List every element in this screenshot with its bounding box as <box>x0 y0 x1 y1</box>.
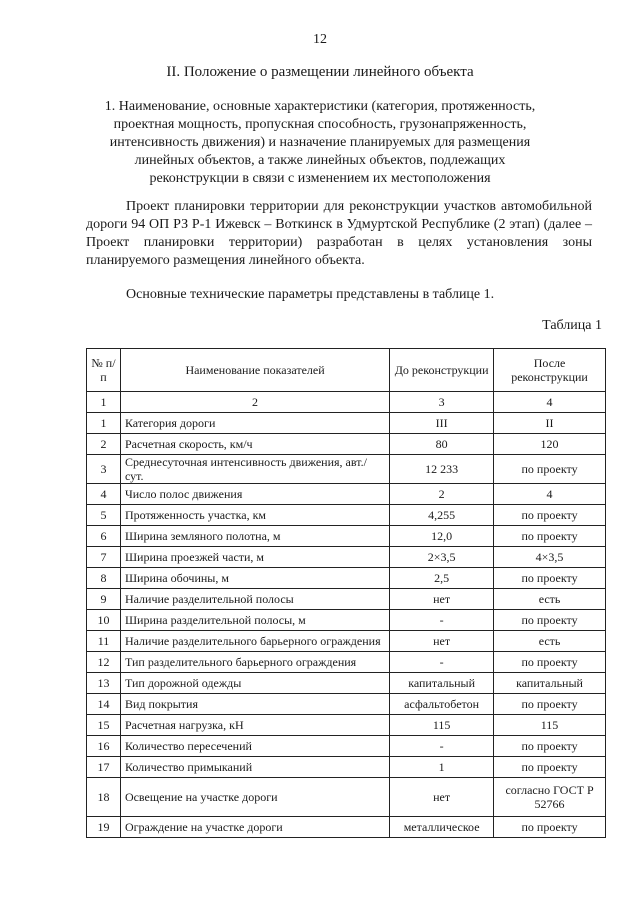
body-paragraph-1: Проект планировки территории для реконструкции участков автомобильной дороги 94 ОП РЗ Р-1 Ижевск – Воткинск в Удмуртской Республике (2 этап) (далее – Проект планировки территории) разработан в целях установления зоны планируемого размещения линейного объекта. <box>86 199 592 268</box>
table-row <box>87 778 606 817</box>
before-value-cell: 12 233 <box>390 455 494 484</box>
table-row <box>87 526 606 547</box>
before-value-cell: 1 <box>390 757 494 778</box>
row-number-cell: 3 <box>87 455 121 484</box>
row-number-cell: 9 <box>87 589 121 610</box>
header-before: До реконструкции <box>390 349 494 392</box>
indicator-name-cell: Вид покрытия <box>120 694 389 715</box>
indicator-name-cell: Ширина обочины, м <box>120 568 389 589</box>
table-row <box>87 673 606 694</box>
row-number-cell: 17 <box>87 757 121 778</box>
after-value-cell: капитальный <box>494 673 606 694</box>
indicator-name-cell: Протяженность участка, км <box>120 505 389 526</box>
after-value-cell: по проекту <box>494 505 606 526</box>
column-number-cell: 2 <box>120 392 389 413</box>
table-row <box>87 413 606 434</box>
row-number-cell: 18 <box>87 778 121 817</box>
after-value-cell: согласно ГОСТ Р 52766 <box>494 778 606 817</box>
indicator-name-cell: Тип дорожной одежды <box>120 673 389 694</box>
after-value-cell: 4×3,5 <box>494 547 606 568</box>
after-value-cell: по проекту <box>494 694 606 715</box>
indicator-name-cell: Ограждение на участке дороги <box>120 817 389 838</box>
after-value-cell: по проекту <box>494 652 606 673</box>
after-value-cell: по проекту <box>494 568 606 589</box>
row-number-cell: 4 <box>87 484 121 505</box>
table-row <box>87 434 606 455</box>
table-row <box>87 455 606 484</box>
after-value-cell: по проекту <box>494 736 606 757</box>
table-column-numbers-row <box>87 392 606 413</box>
page-number: 12 <box>313 32 327 47</box>
after-value-cell: по проекту <box>494 526 606 547</box>
row-number-cell: 10 <box>87 610 121 631</box>
before-value-cell: III <box>390 413 494 434</box>
subsection-title: 1. Наименование, основные характеристики (категория, протяженность, проектная мощность, пропускная способность, грузонапряженность, интенсивность движения) и назначение планируемых для размещения линейных объектов, а также линейных объектов, подлежащих реконструкции в связи с изменением их местоположения <box>104 99 536 186</box>
table-row <box>87 589 606 610</box>
row-number-cell: 16 <box>87 736 121 757</box>
indicator-name-cell: Ширина земляного полотна, м <box>120 526 389 547</box>
before-value-cell: - <box>390 652 494 673</box>
row-number-cell: 13 <box>87 673 121 694</box>
table-caption: Таблица 1 <box>542 318 602 333</box>
after-value-cell: 120 <box>494 434 606 455</box>
before-value-cell: - <box>390 736 494 757</box>
before-value-cell: 2 <box>390 484 494 505</box>
table-row <box>87 736 606 757</box>
indicator-name-cell: Расчетная скорость, км/ч <box>120 434 389 455</box>
table-row <box>87 568 606 589</box>
before-value-cell: асфальтобетон <box>390 694 494 715</box>
table-row <box>87 715 606 736</box>
before-value-cell: 4,255 <box>390 505 494 526</box>
parameters-table <box>86 348 606 838</box>
indicator-name-cell: Категория дороги <box>120 413 389 434</box>
row-number-cell: 6 <box>87 526 121 547</box>
before-value-cell: 80 <box>390 434 494 455</box>
header-name: Наименование показателей <box>120 349 389 392</box>
row-number-cell: 12 <box>87 652 121 673</box>
before-value-cell: - <box>390 610 494 631</box>
header-number: № п/п <box>87 349 121 392</box>
before-value-cell: капитальный <box>390 673 494 694</box>
row-number-cell: 11 <box>87 631 121 652</box>
after-value-cell: по проекту <box>494 610 606 631</box>
row-number-cell: 14 <box>87 694 121 715</box>
before-value-cell: 2,5 <box>390 568 494 589</box>
table-row <box>87 817 606 838</box>
column-number-cell: 3 <box>390 392 494 413</box>
section-title: II. Положение о размещении линейного объекта <box>166 64 474 80</box>
table-row <box>87 757 606 778</box>
indicator-name-cell: Наличие разделительной полосы <box>120 589 389 610</box>
before-value-cell: нет <box>390 589 494 610</box>
indicator-name-cell: Среднесуточная интенсивность движения, авт./сут. <box>120 455 389 484</box>
before-value-cell: 12,0 <box>390 526 494 547</box>
row-number-cell: 7 <box>87 547 121 568</box>
indicator-name-cell: Ширина разделительной полосы, м <box>120 610 389 631</box>
row-number-cell: 8 <box>87 568 121 589</box>
indicator-name-cell: Тип разделительного барьерного ограждения <box>120 652 389 673</box>
after-value-cell: по проекту <box>494 757 606 778</box>
after-value-cell: есть <box>494 589 606 610</box>
body-paragraph-2: Основные технические параметры представлены в таблице 1. <box>126 287 495 302</box>
table-row <box>87 547 606 568</box>
table-row <box>87 694 606 715</box>
header-after: После реконструкции <box>494 349 606 392</box>
before-value-cell: металлическое <box>390 817 494 838</box>
row-number-cell: 5 <box>87 505 121 526</box>
after-value-cell: есть <box>494 631 606 652</box>
after-value-cell: 115 <box>494 715 606 736</box>
table-row <box>87 652 606 673</box>
after-value-cell: по проекту <box>494 455 606 484</box>
before-value-cell: 2×3,5 <box>390 547 494 568</box>
indicator-name-cell: Освещение на участке дороги <box>120 778 389 817</box>
table-row <box>87 505 606 526</box>
table-row <box>87 484 606 505</box>
row-number-cell: 2 <box>87 434 121 455</box>
table-row <box>87 610 606 631</box>
table-row <box>87 631 606 652</box>
row-number-cell: 1 <box>87 413 121 434</box>
before-value-cell: 115 <box>390 715 494 736</box>
indicator-name-cell: Ширина проезжей части, м <box>120 547 389 568</box>
after-value-cell: II <box>494 413 606 434</box>
indicator-name-cell: Количество пересечений <box>120 736 389 757</box>
after-value-cell: 4 <box>494 484 606 505</box>
after-value-cell: по проекту <box>494 817 606 838</box>
column-number-cell: 1 <box>87 392 121 413</box>
row-number-cell: 15 <box>87 715 121 736</box>
indicator-name-cell: Число полос движения <box>120 484 389 505</box>
table-header-row <box>87 349 606 392</box>
column-number-cell: 4 <box>494 392 606 413</box>
row-number-cell: 19 <box>87 817 121 838</box>
indicator-name-cell: Наличие разделительного барьерного ограждения <box>120 631 389 652</box>
indicator-name-cell: Расчетная нагрузка, кН <box>120 715 389 736</box>
before-value-cell: нет <box>390 778 494 817</box>
before-value-cell: нет <box>390 631 494 652</box>
indicator-name-cell: Количество примыканий <box>120 757 389 778</box>
